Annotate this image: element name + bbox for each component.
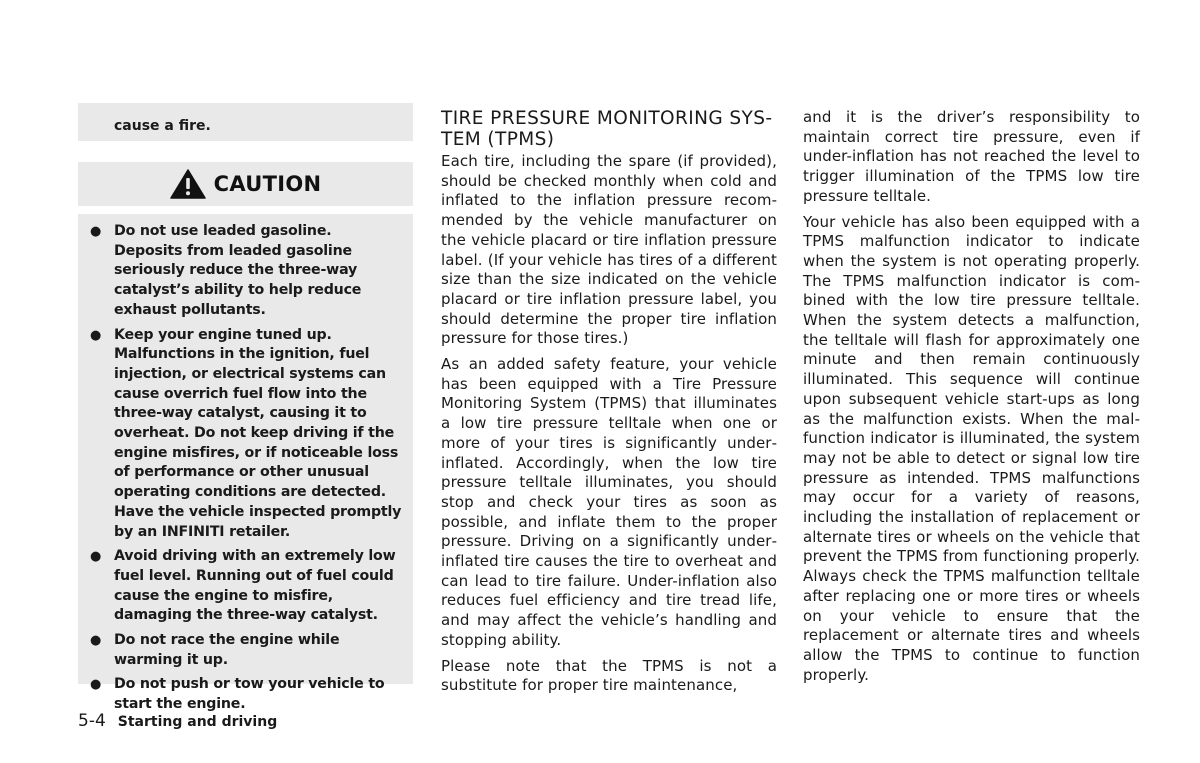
fire-warning-continuation-box <box>78 103 413 141</box>
caution-item-text: Do not use leaded gasoline. Deposits from leaded gasoline seriously reduce the three-way catalyst’s ability to help reduce exhaust pollutants. <box>114 223 362 318</box>
paragraph: Your vehicle has also been equipped with a TPMS malfunction indicator to indicate when the system is not operating properly. The TPMS malfunction indicator is combined with the low tire pressure telltale. When the system detects a malfunction, the telltale will flash for approximately one minute and then remain continuously illuminated. This sequence will continue upon subsequent vehicle start-ups as long as the malfunction exists. When the malfunction indicator is illuminated, the system may not be able to detect or signal low tire pressure as intended. TPMS malfunctions may occur for a variety of reasons, including the installation of replacement or alternate tires or wheels on the vehicle that prevent the TPMS from functioning properly. Always check the TPMS malfunction telltale after replacing one or more tires or wheels on your vehicle to ensure that the replacement or alternate tires and wheels allow the TPMS to continue to function properly. <box>803 212 1140 684</box>
tpms-column-middle <box>441 108 777 702</box>
caution-item <box>90 222 403 321</box>
warning-triangle-icon <box>170 169 206 199</box>
bullet-icon: ● <box>90 327 102 343</box>
paragraph: and it is the driver’s responsibility to maintain correct tire pressure, even if under-inflation has not reached the level to trigger illumination of the TPMS low tire pressure telltale. <box>803 108 1140 205</box>
paragraph: Each tire, including the spare (if provided), should be checked monthly when cold and inflated to the inflation pressure recommended by the vehicle manufacturer on the vehicle placard or tire inflation pressure label. (If your vehicle has tires of a different size than the size indicated on the vehicle placard or tire inflation pressure label, you should determine the proper tire inflation pressure for those tires.) <box>441 152 777 348</box>
bullet-icon: ● <box>90 633 102 649</box>
bullet-icon: ● <box>90 677 102 693</box>
caution-header <box>78 162 413 206</box>
bullet-icon: ● <box>90 549 102 565</box>
caution-item <box>90 547 403 626</box>
paragraph: As an added safety feature, your vehicle has been equipped with a Tire Pressure Monitoring System (TPMS) that illuminates a low tire pressure telltale when one or more of your tires is significantly underinflated. Accordingly, when the low tire pressure telltale illuminates, you should stop and check your tires as soon as possible, and inflate them to the proper pressure. Driving on a significantly underinflated tire causes the tire to overheat and can lead to tire failure. Under-inflation also reduces fuel efficiency and tire tread life, and may affect the vehicle’s handling and stopping ability. <box>441 355 777 649</box>
page-footer <box>78 711 277 731</box>
fire-warning-text: cause a fire. <box>114 118 211 134</box>
section-heading: TIRE PRESSURE MONITORING SYS-TEM (TPMS) <box>441 108 773 150</box>
caution-body <box>78 214 413 713</box>
tpms-column-right <box>803 108 1140 691</box>
bullet-icon: ● <box>90 224 102 239</box>
caution-item-text: Keep your engine tuned up. Malfunctions in the ignition, fuel injection, or electrical systems can cause overrich fuel flow into the three-way catalyst, causing it to overheat. Do not keep driving if the engine misfires, or if noticeable loss of performance or other unusual operating conditions are detected. Have the vehicle inspected promptly by an INFINITI retailer. <box>114 326 402 540</box>
caution-item-text: Avoid driving with an extremely low fuel level. Running out of fuel could cause the engine to misfire, damaging the three-way catalyst. <box>114 548 396 624</box>
paragraph: Please note that the TPMS is not a substitute for proper tire maintenance, <box>441 656 777 695</box>
caution-item <box>90 631 403 670</box>
caution-item-text: Do not push or tow your vehicle to start the engine. <box>114 676 385 713</box>
section-name: Starting and driving <box>117 714 278 730</box>
caution-item <box>90 326 403 543</box>
caution-list <box>78 214 413 715</box>
caution-item <box>90 675 403 714</box>
caution-item-text: Do not race the engine while warming it up. <box>114 632 340 668</box>
page-number: 5-4 <box>78 711 106 731</box>
caution-title: CAUTION <box>213 172 322 196</box>
